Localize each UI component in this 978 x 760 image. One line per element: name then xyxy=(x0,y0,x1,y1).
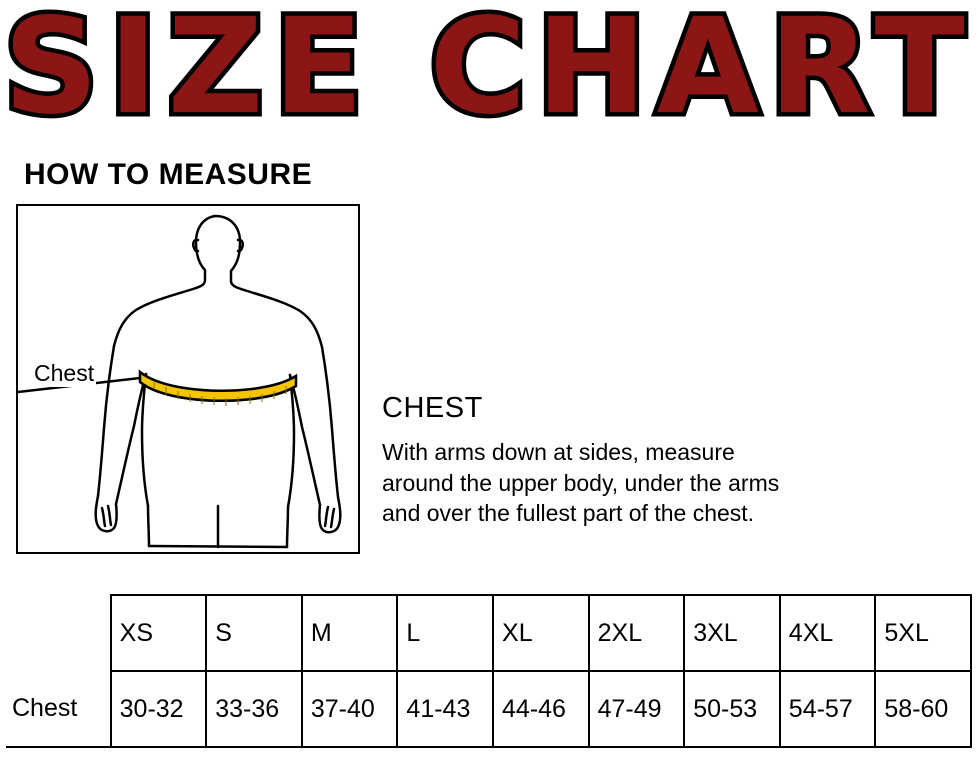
measurement-description xyxy=(382,392,962,529)
figure-measure-label: Chest xyxy=(34,360,95,386)
table-row-label: Chest xyxy=(6,671,111,747)
table-cell: 37-40 xyxy=(302,671,398,747)
table-cell: 50-53 xyxy=(684,671,780,747)
title-text: SIZE CHART xyxy=(3,0,975,144)
page-title xyxy=(0,0,978,148)
title-graphic xyxy=(0,0,978,148)
table-column-header: 5XL xyxy=(875,595,971,671)
table-column-header: XL xyxy=(493,595,589,671)
table-column-header: L xyxy=(397,595,493,671)
table-cell: 58-60 xyxy=(875,671,971,747)
how-to-measure-heading: HOW TO MEASURE xyxy=(24,158,313,191)
description-heading: CHEST xyxy=(382,392,483,424)
table-column-header: M xyxy=(302,595,398,671)
table-cell: 47-49 xyxy=(589,671,685,747)
table-cell: 44-46 xyxy=(493,671,589,747)
size-table-wrapper xyxy=(6,594,972,748)
table-corner-cell xyxy=(6,595,111,671)
table-header-row xyxy=(6,595,971,671)
table-column-header: S xyxy=(206,595,302,671)
description-body xyxy=(382,437,962,529)
table-column-header: 2XL xyxy=(589,595,685,671)
size-table xyxy=(6,594,972,748)
tape-measure-icon xyxy=(140,372,296,406)
description-line-2: around the upper body, under the arms xyxy=(382,469,780,496)
table-column-header: XS xyxy=(111,595,207,671)
table-cell: 30-32 xyxy=(111,671,207,747)
table-column-header: 4XL xyxy=(780,595,876,671)
table-cell: 33-36 xyxy=(206,671,302,747)
table-row xyxy=(6,671,971,747)
table-cell: 41-43 xyxy=(397,671,493,747)
description-line-3: and over the fullest part of the chest. xyxy=(382,500,755,527)
table-cell: 54-57 xyxy=(780,671,876,747)
description-line-1: With arms down at sides, measure xyxy=(382,439,735,465)
table-column-header: 3XL xyxy=(684,595,780,671)
